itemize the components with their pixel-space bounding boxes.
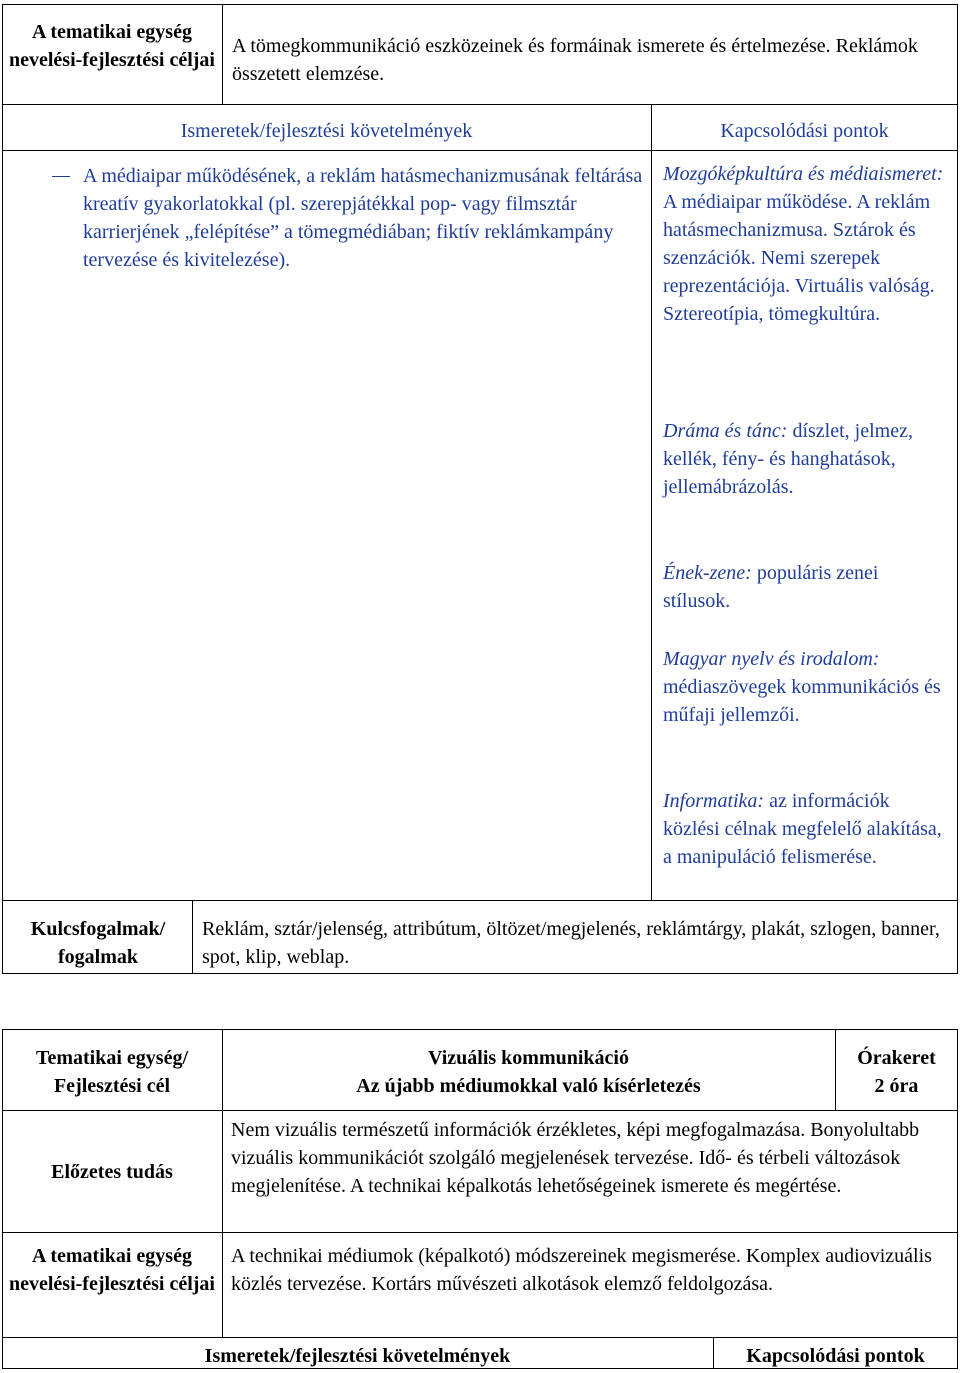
connection-item (663, 559, 948, 615)
requirement-item: A médiaipar működésének, a reklám hatásmechanizmusának feltárása kreatív gyakorlatokkal (pl. szerepjátékkal pop- vagy filmsztár karrierjének „felépítése” a tömegmédiában; fiktív reklámkampány tervezése és kivitelezése). (83, 165, 643, 271)
divider (192, 900, 193, 974)
goals-label: A tematikai egység nevelési-fejlesztési céljai (8, 21, 215, 71)
hours (835, 1044, 958, 1100)
connection-text: A médiaipar működése. A reklám hatásmechanizmusa. Sztárok és szenzációk. Nemi szerepek reprezentációja. Virtuális valóság. Sztereotípia, tömegkultúra. (663, 191, 935, 325)
unit-title-line1: Vizuális kommunikáció (428, 1047, 629, 1069)
connections-header: Kapcsolódási pontok (720, 120, 889, 142)
keywords-text: Reklám, sztár/jelenség, attribútum, öltözet/megjelenés, reklámtárgy, plakát, szlogen, banner, spot, klip, weblap. (202, 918, 940, 968)
requirements-header: Ismeretek/fejlesztési követelmények (204, 1345, 511, 1367)
connection-text: médiaszövegek kommunikációs és műfaji jellemzői. (663, 676, 941, 726)
requirements-header: Ismeretek/fejlesztési követelmények (180, 120, 473, 142)
unit-label: Tematikai egység/ Fejlesztési cél (35, 1047, 189, 1097)
hours-label: Órakeret (857, 1047, 936, 1069)
connection-item (663, 417, 948, 501)
connection-subject: Ének-zene: (663, 562, 752, 584)
divider (2, 900, 958, 901)
divider (2, 1232, 958, 1233)
connection-item (663, 645, 948, 729)
hours-value: 2 óra (874, 1075, 919, 1097)
connection-subject: Magyar nyelv és irodalom: (663, 648, 880, 670)
divider (2, 1337, 958, 1338)
goals-label: A tematikai egység nevelési-fejlesztési céljai (8, 1245, 215, 1295)
divider (222, 4, 223, 104)
divider (2, 1110, 958, 1111)
connection-subject: Dráma és tánc: (663, 420, 788, 442)
divider (651, 104, 652, 900)
prior-text: Nem vizuális természetű információk érzékletes, képi megfogalmazása. Bonyolultabb vizuális kommunikációt szolgáló megjelenések tervezése. Idő- és térbeli változások megjelenítése. A technikai képalkotás lehetőségeinek ismerete és megértése. (231, 1119, 920, 1197)
divider (2, 150, 958, 151)
keywords-label: Kulcsfogalmak/ fogalmak (30, 918, 166, 968)
connection-subject: Informatika: (663, 790, 765, 812)
goals-text: A tömegkommunikáció eszközeinek és formáinak ismerete és értelmezése. Reklámok összetett elemzése. (232, 35, 918, 85)
connection-text: populáris zenei stílusok. (663, 562, 879, 612)
connections-header: Kapcsolódási pontok (746, 1345, 925, 1367)
unit-title (222, 1044, 835, 1100)
connection-item (663, 160, 948, 328)
connection-text: díszlet, jelmez, kellék, fény- és hanghatások, jellemábrázolás. (663, 420, 913, 498)
goals-text: A technikai médiumok (képalkotó) módszereinek megismerése. Komplex audiovizuális közlés tervezése. Kortárs művészeti alkotások elemző feldolgozása. (231, 1245, 932, 1295)
dash-bullet-icon (52, 176, 70, 177)
connection-text: az információk közlési célnak megfelelő alakítása, a manipuláció felismerése. (663, 790, 942, 868)
prior-label: Előzetes tudás (51, 1161, 173, 1183)
connection-subject: Mozgóképkultúra és médiaismeret: (663, 163, 944, 185)
divider (2, 104, 958, 105)
unit-title-line2: Az újabb médiumokkal való kísérletezés (356, 1075, 701, 1097)
connection-item (663, 787, 948, 871)
